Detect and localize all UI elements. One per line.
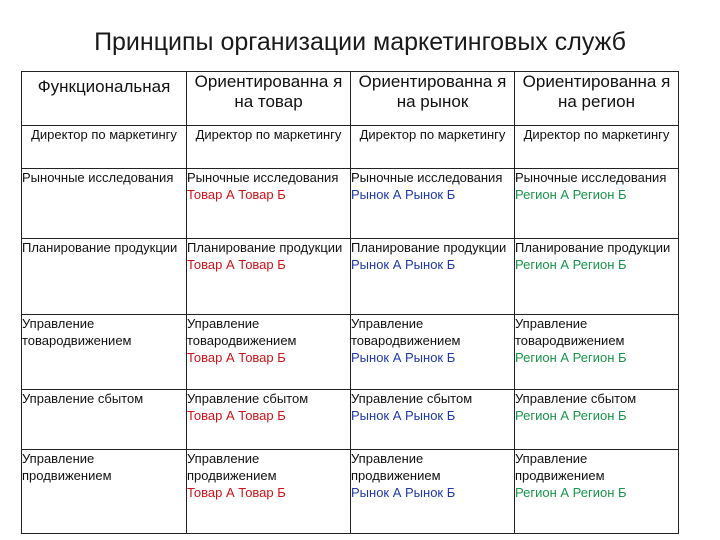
director-market: Директор по маркетингу <box>351 126 515 169</box>
product-units: Товар А Товар Б <box>187 350 286 365</box>
function-label: Планирование продукции <box>22 240 178 255</box>
function-label: Управление товародвижением <box>515 316 625 348</box>
region-units: Регион А Регион Б <box>515 485 627 500</box>
market-units: Рынок А Рынок Б <box>351 257 456 272</box>
function-cell <box>22 315 187 390</box>
director-product: Директор по маркетингу <box>187 126 351 169</box>
function-label: Управление сбытом <box>515 391 637 406</box>
function-label: Планирование продукции <box>515 240 671 255</box>
market-cell <box>351 450 515 534</box>
region-units: Регион А Регион Б <box>515 187 627 202</box>
region-cell <box>515 450 679 534</box>
market-units: Рынок А Рынок Б <box>351 350 456 365</box>
function-cell <box>22 239 187 315</box>
function-label: Управление товародвижением <box>187 316 297 348</box>
table-row <box>22 315 679 390</box>
header-region: Ориентированна я на регион <box>515 72 679 126</box>
function-label: Рыночные исследования <box>187 170 339 185</box>
market-cell <box>351 315 515 390</box>
function-cell <box>22 390 187 450</box>
function-label: Управление товародвижением <box>351 316 461 348</box>
product-units: Товар А Товар Б <box>187 408 286 423</box>
table-row <box>22 169 679 239</box>
region-cell <box>515 239 679 315</box>
region-cell <box>515 169 679 239</box>
table-row <box>22 390 679 450</box>
function-label: Планирование продукции <box>351 240 507 255</box>
region-units: Регион А Регион Б <box>515 408 627 423</box>
director-row <box>22 126 679 169</box>
function-label: Управление сбытом <box>351 391 473 406</box>
function-label: Управление продвижением <box>22 451 112 483</box>
function-label: Планирование продукции <box>187 240 343 255</box>
product-cell <box>187 169 351 239</box>
market-cell <box>351 390 515 450</box>
table-row <box>22 450 679 534</box>
function-label: Управление сбытом <box>187 391 309 406</box>
function-label: Управление продвижением <box>187 451 277 483</box>
page-title: Принципы организации маркетинговых служб <box>94 28 626 56</box>
function-label: Управление продвижением <box>515 451 605 483</box>
function-label: Управление сбытом <box>22 391 144 406</box>
product-cell <box>187 239 351 315</box>
function-label: Управление продвижением <box>351 451 441 483</box>
product-units: Товар А Товар Б <box>187 257 286 272</box>
market-cell <box>351 169 515 239</box>
product-cell <box>187 315 351 390</box>
region-cell <box>515 390 679 450</box>
column-header-row <box>22 72 679 126</box>
function-label: Рыночные исследования <box>22 170 174 185</box>
market-units: Рынок А Рынок Б <box>351 187 456 202</box>
product-units: Товар А Товар Б <box>187 485 286 500</box>
function-cell <box>22 169 187 239</box>
market-cell <box>351 239 515 315</box>
function-label: Управление товародвижением <box>22 316 132 348</box>
director-functional: Директор по маркетингу <box>22 126 187 169</box>
organization-principles-table <box>21 71 679 534</box>
header-functional: Функциональная <box>22 72 187 126</box>
header-product: Ориентированна я на товар <box>187 72 351 126</box>
region-units: Регион А Регион Б <box>515 257 627 272</box>
product-units: Товар А Товар Б <box>187 187 286 202</box>
header-market: Ориентированна я на рынок <box>351 72 515 126</box>
region-cell <box>515 315 679 390</box>
region-units: Регион А Регион Б <box>515 350 627 365</box>
product-cell <box>187 450 351 534</box>
product-cell <box>187 390 351 450</box>
function-label: Рыночные исследования <box>351 170 503 185</box>
market-units: Рынок А Рынок Б <box>351 408 456 423</box>
function-label: Рыночные исследования <box>515 170 667 185</box>
table-row <box>22 239 679 315</box>
market-units: Рынок А Рынок Б <box>351 485 456 500</box>
director-region: Директор по маркетингу <box>515 126 679 169</box>
function-cell <box>22 450 187 534</box>
